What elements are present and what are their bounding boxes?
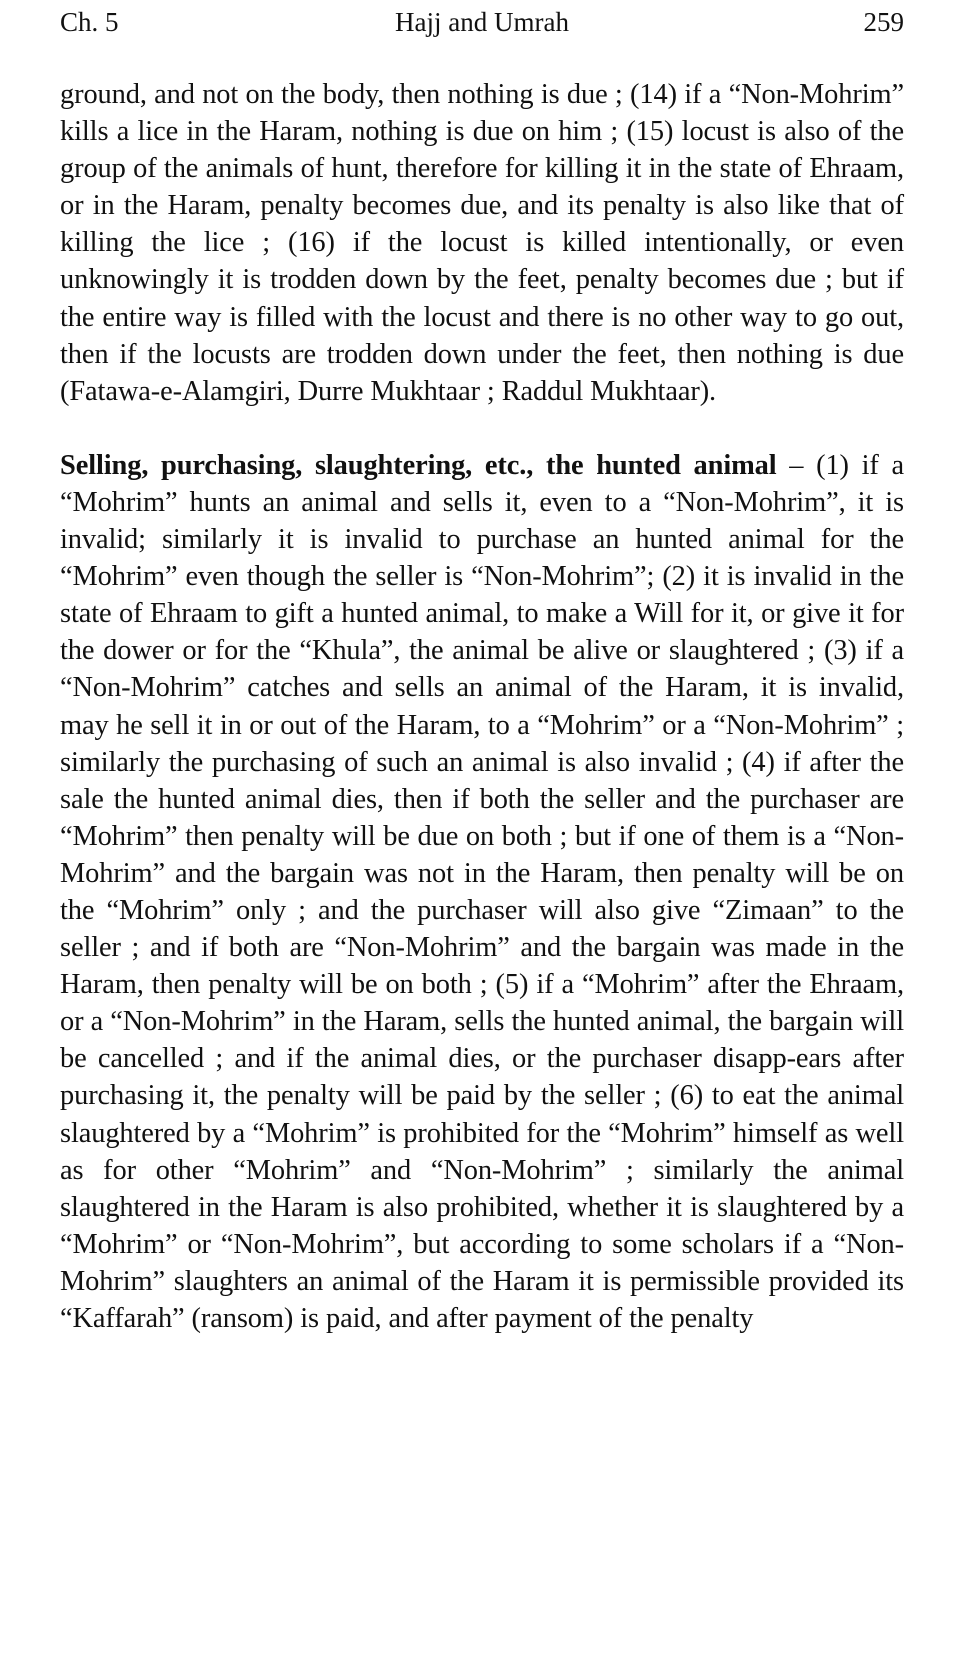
page-number: 259 [863,7,904,37]
book-title: Hajj and Umrah [395,7,569,37]
paragraph-body: – (1) if a “Mohrim” hunts an animal and sells it, even to a “Non-Mohrim”, it is invalid; similarly it is invalid to purchase an hunted animal for the “Mohrim” even though the seller is “Non-Mohrim”; (2) it is invalid in the state of Ehraam to gift a hunted animal, to make a Will for it, or give it for the dower or for the “Khula”, the animal be alive or slaughtered ; (3) if a “Non-Mohrim” catches and sells an animal of the Haram, it is invalid, may he sell it in or out of the Haram, to a “Mohrim” or a “Non-Mohrim” ; similarly the purchasing of such an animal is also invalid ; (4) if after the sale the hunted animal dies, then if both the seller and the purchaser are “Mohrim” then penalty will be due on both ; but if one of them is a “Non-Mohrim” and the bargain was not in the Haram, then penalty will be on the “Mohrim” only ; and the purchaser will also give “Zimaan” to the seller ; and if both are “Non-Mohrim” and the bargain was made in the Haram, then penalty will be on both ; (5) if a “Mohrim” after the Ehraam, or a “Non-Mohrim” in the Haram, sells the hunted animal, the bargain will be cancelled ; and if the animal dies, or the purchaser disapp-ears after purchasing it, the penalty will be paid by the seller ; (6) to eat the animal slaughtered by a “Mohrim” is prohibited for the “Mohrim” himself as well as for other “Mohrim” and “Non-Mohrim” ; similarly the animal slaughtered in the Haram is also prohibited, whether it is slaughtered by a “Mohrim” or “Non-Mohrim”, but according to some scholars if a “Non-Mohrim” slaughters an animal of the Haram it is permissible provided its “Kaffarah” (ransom) is paid, and after payment of the penalty [60,449,904,1334]
paragraph-locust-rules: ground, and not on the body, then nothing is due ; (14) if a “Non-Mohrim” kills a lice in the Haram, nothing is due on him ; (15) locust is also of the group of the animals of hunt, therefore for killing it in the state of Ehraam, or in the Haram, penalty becomes due, and its penalty is also like that of killing the lice ; (16) if the locust is killed intentionally, or even unknowingly it is trodden down by the feet, penalty becomes due ; but if the entire way is filled with the locust and there is no other way to go out, then if the locusts are trodden down under the feet, then nothing is due (Fatawa-e-Alamgiri, Durre Mukhtaar ; Raddul Mukhtaar). [60,79,904,407]
running-header [60,4,904,40]
paragraph-selling-hunted-animal [60,447,904,1337]
body-text [60,76,904,1337]
paragraph-heading: Selling, purchasing, slaughtering, etc., the hunted animal [60,449,777,481]
chapter-label: Ch. 5 [60,7,119,37]
